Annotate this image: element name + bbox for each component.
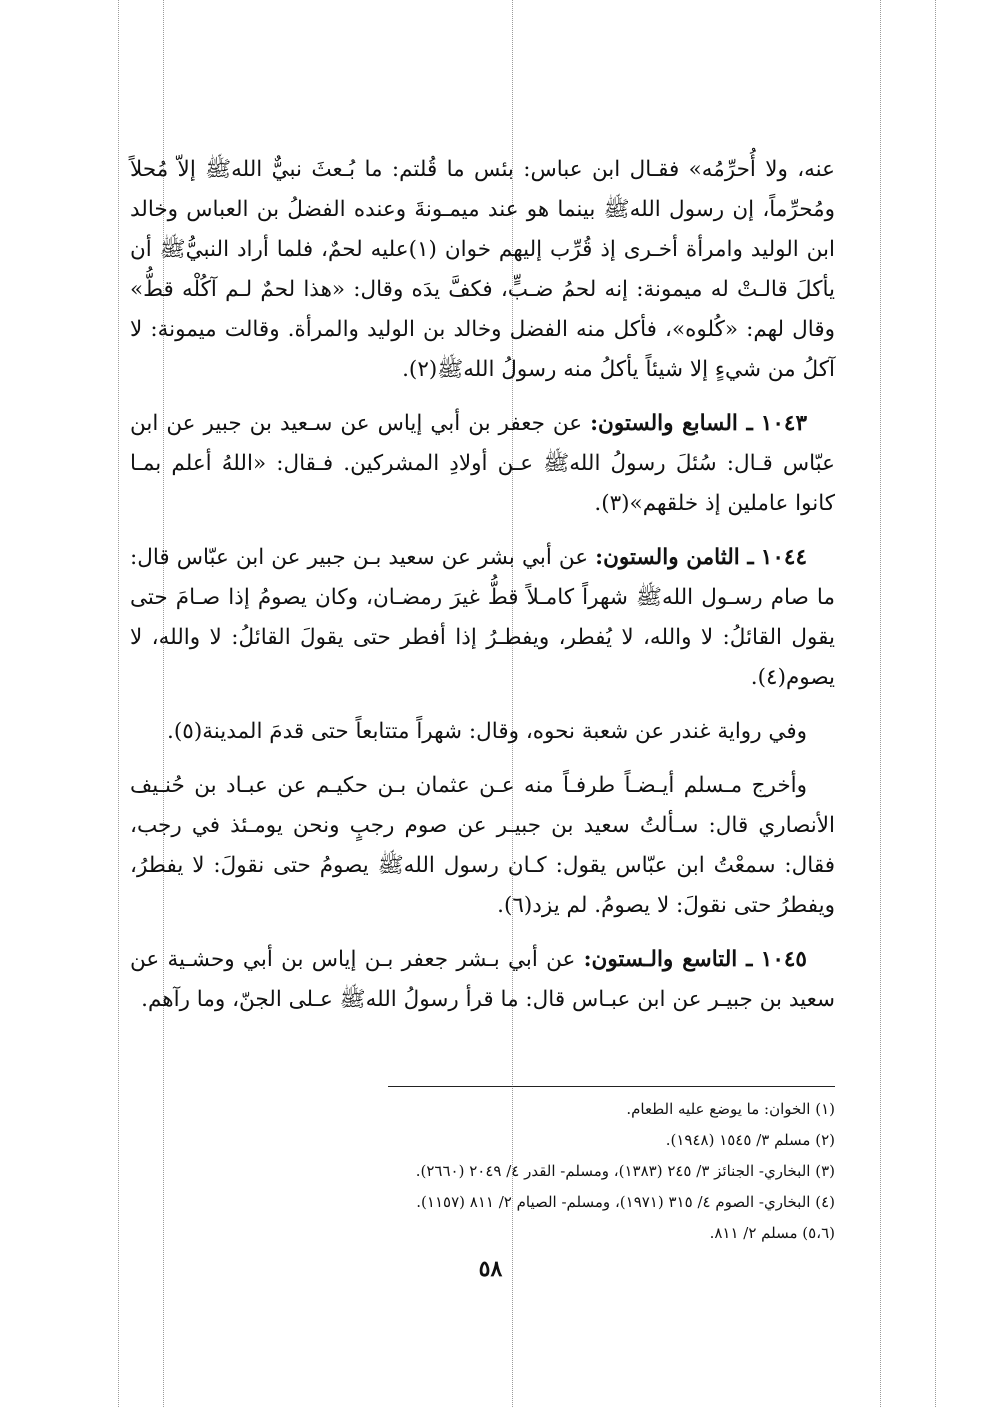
paragraph-text: وأخرج مـسلم أيـضـاً طرفـاً منه عـن عثمان بـن حكيـم عن عبـاد بن حُنـيف الأنصاري قال: سـألتُ سعيد بن جبيـر عن صوم رجبٍ ونحن يومـئذ في رجب، فقال: سمعْتُ ابن عبّاس يقول: كـان رسول اللهﷺ يصومُ حتى نقولَ: لا يفطرُ، ويفطرُ حتى نقولَ: لا يصومُ. لم يزد(٦). — [130, 773, 835, 918]
footnote-3: (٣) البخاري- الجنائز ٣/ ٢٤٥ (١٣٨٣)، ومسلم- القدر ٤/ ٢٠٤٩ (٢٦٦٠). — [415, 1162, 835, 1180]
paragraph-text: عن أبي بـشر جعفر بـن إياس بن أبي وحشـية عن سعيد بن جبيـر عن ابن عبـاس قال: ما قرأ رسولُ اللهﷺ عـلى الجنّ، وما رآهم. — [130, 947, 835, 1012]
footnotes — [130, 1094, 835, 1249]
hadith-label: ـ التاسع والـستون: — [583, 947, 753, 972]
hadith-1043 — [130, 404, 835, 524]
hadith-label: ـ الثامن والستون: — [595, 545, 754, 570]
footnote-5-6: (٥،٦) مسلم ٢/ ٨١١. — [709, 1224, 835, 1242]
footnote-4: (٤) البخاري- الصوم ٤/ ٣١٥ (١٩٧١)، ومسلم- الصيام ٢/ ٨١١ (١١٥٧). — [416, 1193, 835, 1211]
page-number: ٥٨ — [478, 1256, 503, 1282]
paragraph-text: وفي رواية غندر عن شعبة نحوه، وقال: شهراً متتابعاً حتى قدمَ المدينة(٥). — [167, 719, 807, 744]
hadith-1045 — [130, 940, 835, 1020]
hadith-number: ١٠٤٣ — [760, 411, 807, 436]
paragraph-continuation — [130, 150, 835, 390]
paragraph-text: عن جعفر بن أبي إياس عن سـعيد بن جبير عن ابن عبّاس قـال: سُئلَ رسولُ اللهﷺ عـن أولادِ المشركين. فـقال: «اللهُ أعلم بمـا كانوا عاملين إذ خلقهم»(٣). — [130, 411, 835, 516]
hadith-number: ١٠٤٤ — [760, 545, 807, 570]
paragraph-text: عنه، ولا أُحرِّمُه» فقـال ابن عباس: بئس ما قُلتم: ما بُـعثَ نبيٌّ اللهﷺ إلاّ مُحلاً ومُحرِّماً، إن رسول اللهﷺ بينما هو عند ميمـونةَ وعنده الفضلُ بن العباس وخالد ابن الوليد وامرأة أخـرى إذ قُرِّب إليهم خوان (١)عليه لحمٌ، فلما أراد النبيُّﷺ أن يأكلَ قالـتْ له ميمونة: إنه لحمُ ضـبٍّ، فكفَّ يدَه وقال: «هذا لحمٌ لـم آكُلْه قطُّ» وقال لهم: «كُلوه»، فأكل منه الفضل وخالد بن الوليد والمرأة. وقالت ميمونة: لا آكلُ من شيءٍ إلا شيئاً يأكلُ منه رسولُ اللهﷺ(٢). — [130, 157, 835, 382]
scan-guide-line — [935, 0, 936, 1407]
page-body — [130, 150, 835, 1034]
narration-muslim — [130, 766, 835, 926]
scan-guide-line — [118, 0, 119, 1407]
scan-guide-line — [880, 0, 881, 1407]
hadith-label: ـ السابع والستون: — [590, 411, 753, 436]
paragraph-text: عن أبي بشر عن سعيد بـن جبير عن ابن عبّاس قال: ما صام رسـول اللهﷺ شهراً كامـلاً قطُّ غيرَ رمضـان، وكان يصومُ إذا صـامَ حتى يقول القائلُ: لا والله، لا يُفطر، ويفطـرُ إذا أفطر حتى يقولَ القائلُ: لا والله، لا يصوم(٤). — [130, 545, 835, 690]
hadith-1044 — [130, 538, 835, 698]
footnote-divider — [388, 1086, 835, 1087]
footnote-1: (١) الخوان: ما يوضع عليه الطعام. — [626, 1100, 835, 1118]
hadith-number: ١٠٤٥ — [760, 947, 807, 972]
footnote-2: (٢) مسلم ٣/ ١٥٤٥ (١٩٤٨). — [665, 1131, 835, 1149]
narration-ghundar — [130, 712, 835, 752]
